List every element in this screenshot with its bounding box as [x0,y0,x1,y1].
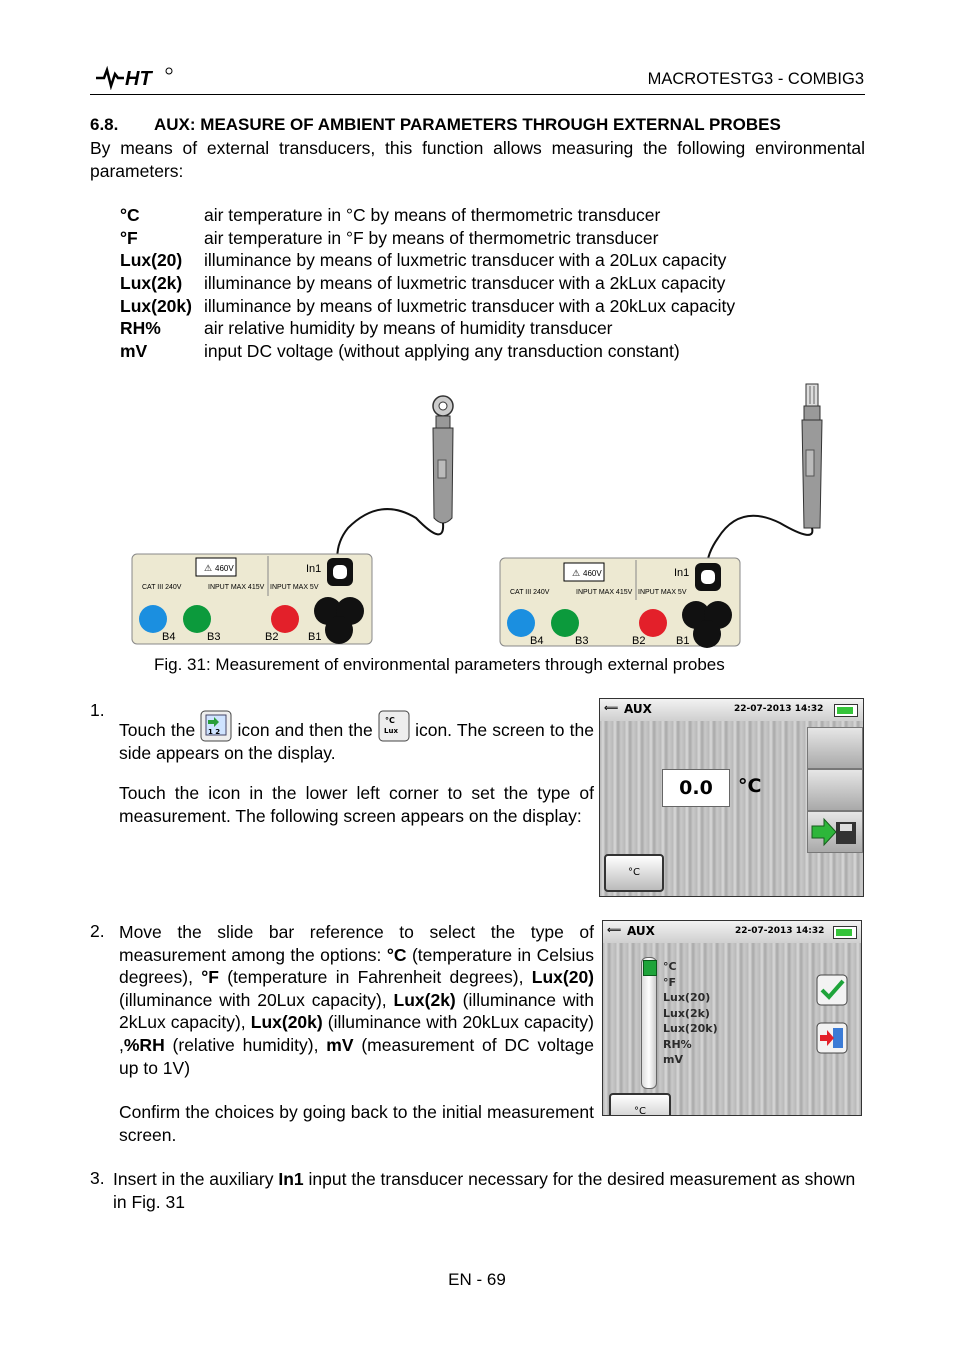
page-number: EN - 69 [448,1270,506,1289]
humidity-probe [707,384,822,574]
param-code: Lux(2k) [120,273,183,293]
b3-label: B3 [575,635,589,647]
slide-handle[interactable] [643,960,657,976]
svg-text:Lux: Lux [383,727,398,735]
side-button-1[interactable] [807,727,863,769]
b2-label: B2 [632,635,646,647]
measurement-unit: °C [738,775,762,797]
b1-label: B1 [308,631,322,643]
b2-label: B2 [265,631,279,643]
cat-rating: CAT III 240V [142,584,182,591]
confirm-button[interactable] [815,973,849,1007]
param-row [120,340,680,362]
option-desc: (temperature in Fahrenheit degrees), [227,967,524,988]
battery-icon [834,704,858,717]
b4-label: B4 [530,635,544,647]
input-aux: INPUT MAX 5V [270,584,319,591]
section-heading [90,115,865,135]
measurement-value: 0.0 [662,769,730,807]
b4-label: B4 [162,631,176,643]
param-desc: illuminance by means of luxmetric transducer with a 20Lux capacity [204,250,727,270]
header-rule [90,94,865,95]
back-arrow-icon[interactable]: ⟸ [607,925,622,936]
svg-text:⚠: ⚠ [572,568,581,578]
option-desc: (temperature in Celsius degrees), [119,944,594,988]
instrument-panel-right [500,558,740,648]
option-desc: (illuminance with 20kLux capacity) , [119,1012,594,1055]
voltage-rating: 460V [583,569,602,578]
exit-button[interactable] [815,1021,849,1055]
param-row [120,204,660,226]
param-row [120,317,613,339]
input-name: In1 [278,1169,304,1189]
option-code: mV [326,1034,354,1055]
instrument-screen-2 [602,920,862,1116]
option-item[interactable]: Lux(20k) [663,1022,718,1035]
brand-text: HT [125,68,152,90]
option-code: Lux(2k) [393,989,456,1010]
step-1-para2: Touch the icon in the lower left corner to set the type of measurement. The following screen appears on the display: [119,783,594,826]
measurement-type-button[interactable]: °C [609,1093,671,1116]
step-text-part: Move the slide bar reference to select the type of measurement among the options: [119,922,594,965]
option-desc: (relative humidity), [172,1034,319,1055]
voltage-rating: 460V [215,564,234,573]
measurement-type-button[interactable]: °C [604,854,664,892]
option-code: %RH [123,1034,165,1055]
option-item[interactable]: RH% [663,1037,692,1051]
param-code: mV [120,341,148,361]
param-desc: illuminance by means of luxmetric transducer with a 20kLux capacity [204,296,736,316]
step-number: 3. [90,1168,105,1188]
battery-icon [833,926,857,939]
thermometric-probe [337,396,453,573]
probe-figure [120,378,840,648]
option-item[interactable]: mV [663,1053,683,1066]
screen-body [603,943,861,1115]
cat-rating: CAT III 240V [510,589,550,596]
param-desc: air temperature in °F by means of thermometric transducer [204,228,659,248]
svg-text:⚠: ⚠ [204,563,213,573]
screen-title: AUX [624,702,652,716]
b1-label: B1 [676,635,690,647]
input-max: INPUT MAX 415V [208,584,265,591]
option-item[interactable]: Lux(20) [663,991,711,1004]
in1-label: In1 [306,563,322,575]
step-text-part: input the transducer necessary for the desired measurement as shown in Fig. 31 [113,1169,856,1212]
back-arrow-icon[interactable]: ⟸ [604,703,619,714]
save-arrow-icon [808,812,862,852]
env-params-icon[interactable] [378,710,410,742]
param-desc: air temperature in °C by means of thermometric transducer [204,205,661,225]
section-intro: By means of external transducers, this function allows measuring the following environmental parameters: [90,138,865,181]
step-2-text [119,921,594,1079]
slide-bar[interactable] [641,957,657,1089]
param-row [120,272,725,294]
instrument-panel-left [132,554,372,644]
option-desc: (measurement of DC voltage up to 1V) [119,1034,594,1078]
param-row [120,227,658,249]
screen-titlebar [603,921,861,944]
step-number: 1. [90,700,105,720]
step-2-para2: Confirm the choices by going back to the initial measurement screen. [119,1102,594,1145]
param-row [120,295,735,317]
option-item[interactable]: °F [663,975,677,989]
param-desc: air relative humidity by means of humidity transducer [204,318,613,338]
document-id: MACROTESTG3 - COMBIG3 [647,70,864,88]
screen-datetime: 22-07-2013 14:32 [734,704,824,714]
options-list [663,959,718,1068]
screen-title: AUX [627,924,655,938]
in1-label: In1 [674,567,690,579]
step-text-part: icon. The screen to the side appears on the display. [119,720,594,763]
figure-caption: Fig. 31: Measurement of environmental parameters through external probes [154,655,725,674]
param-row [120,249,726,271]
param-desc: input DC voltage (without applying any transduction constant) [204,341,680,361]
step-text-part: Insert in the auxiliary [113,1169,274,1189]
screen-titlebar [600,699,863,722]
option-code: °C [386,944,407,965]
step-3-text [113,1168,873,1213]
aux-menu-icon[interactable] [200,710,232,742]
section-title: AUX: MEASURE OF AMBIENT PARAMETERS THROUGH EXTERNAL PROBES [154,115,781,134]
param-code: °F [120,228,138,248]
screen-body [600,721,863,896]
option-code: °F [201,967,219,988]
ht-logo [94,64,174,90]
step-1-text [119,710,594,765]
icon-text: 1 2 [208,728,221,736]
param-desc: illuminance by means of luxmetric transducer with a 2kLux capacity [204,273,726,293]
screen-datetime: 22-07-2013 14:32 [735,926,825,936]
option-item[interactable]: °C [663,960,677,973]
option-code: Lux(20) [531,967,595,988]
input-max: INPUT MAX 415V [576,589,633,596]
save-button[interactable] [807,811,863,853]
svg-text:°C: °C [384,716,395,725]
param-code: RH% [120,318,161,338]
step-number: 2. [90,921,105,941]
b3-label: B3 [207,631,221,643]
option-code: Lux(20k) [250,1012,323,1033]
param-code: Lux(20k) [120,296,192,316]
param-code: Lux(20) [120,250,183,270]
option-item[interactable]: Lux(2k) [663,1006,710,1020]
param-code: °C [120,205,140,225]
input-aux: INPUT MAX 5V [638,589,687,596]
exit-icon [815,1021,849,1055]
section-number: 6.8. [90,115,119,134]
option-desc: (illuminance with 20Lux capacity), [119,989,387,1010]
step-text-part: Touch the [119,720,196,740]
option-desc: (illuminance with 2kLux capacity), [119,989,594,1033]
checkmark-icon [815,973,849,1007]
side-button-2[interactable] [807,769,863,811]
step-text-part: icon and then the [237,720,373,740]
instrument-screen-1 [599,698,864,897]
